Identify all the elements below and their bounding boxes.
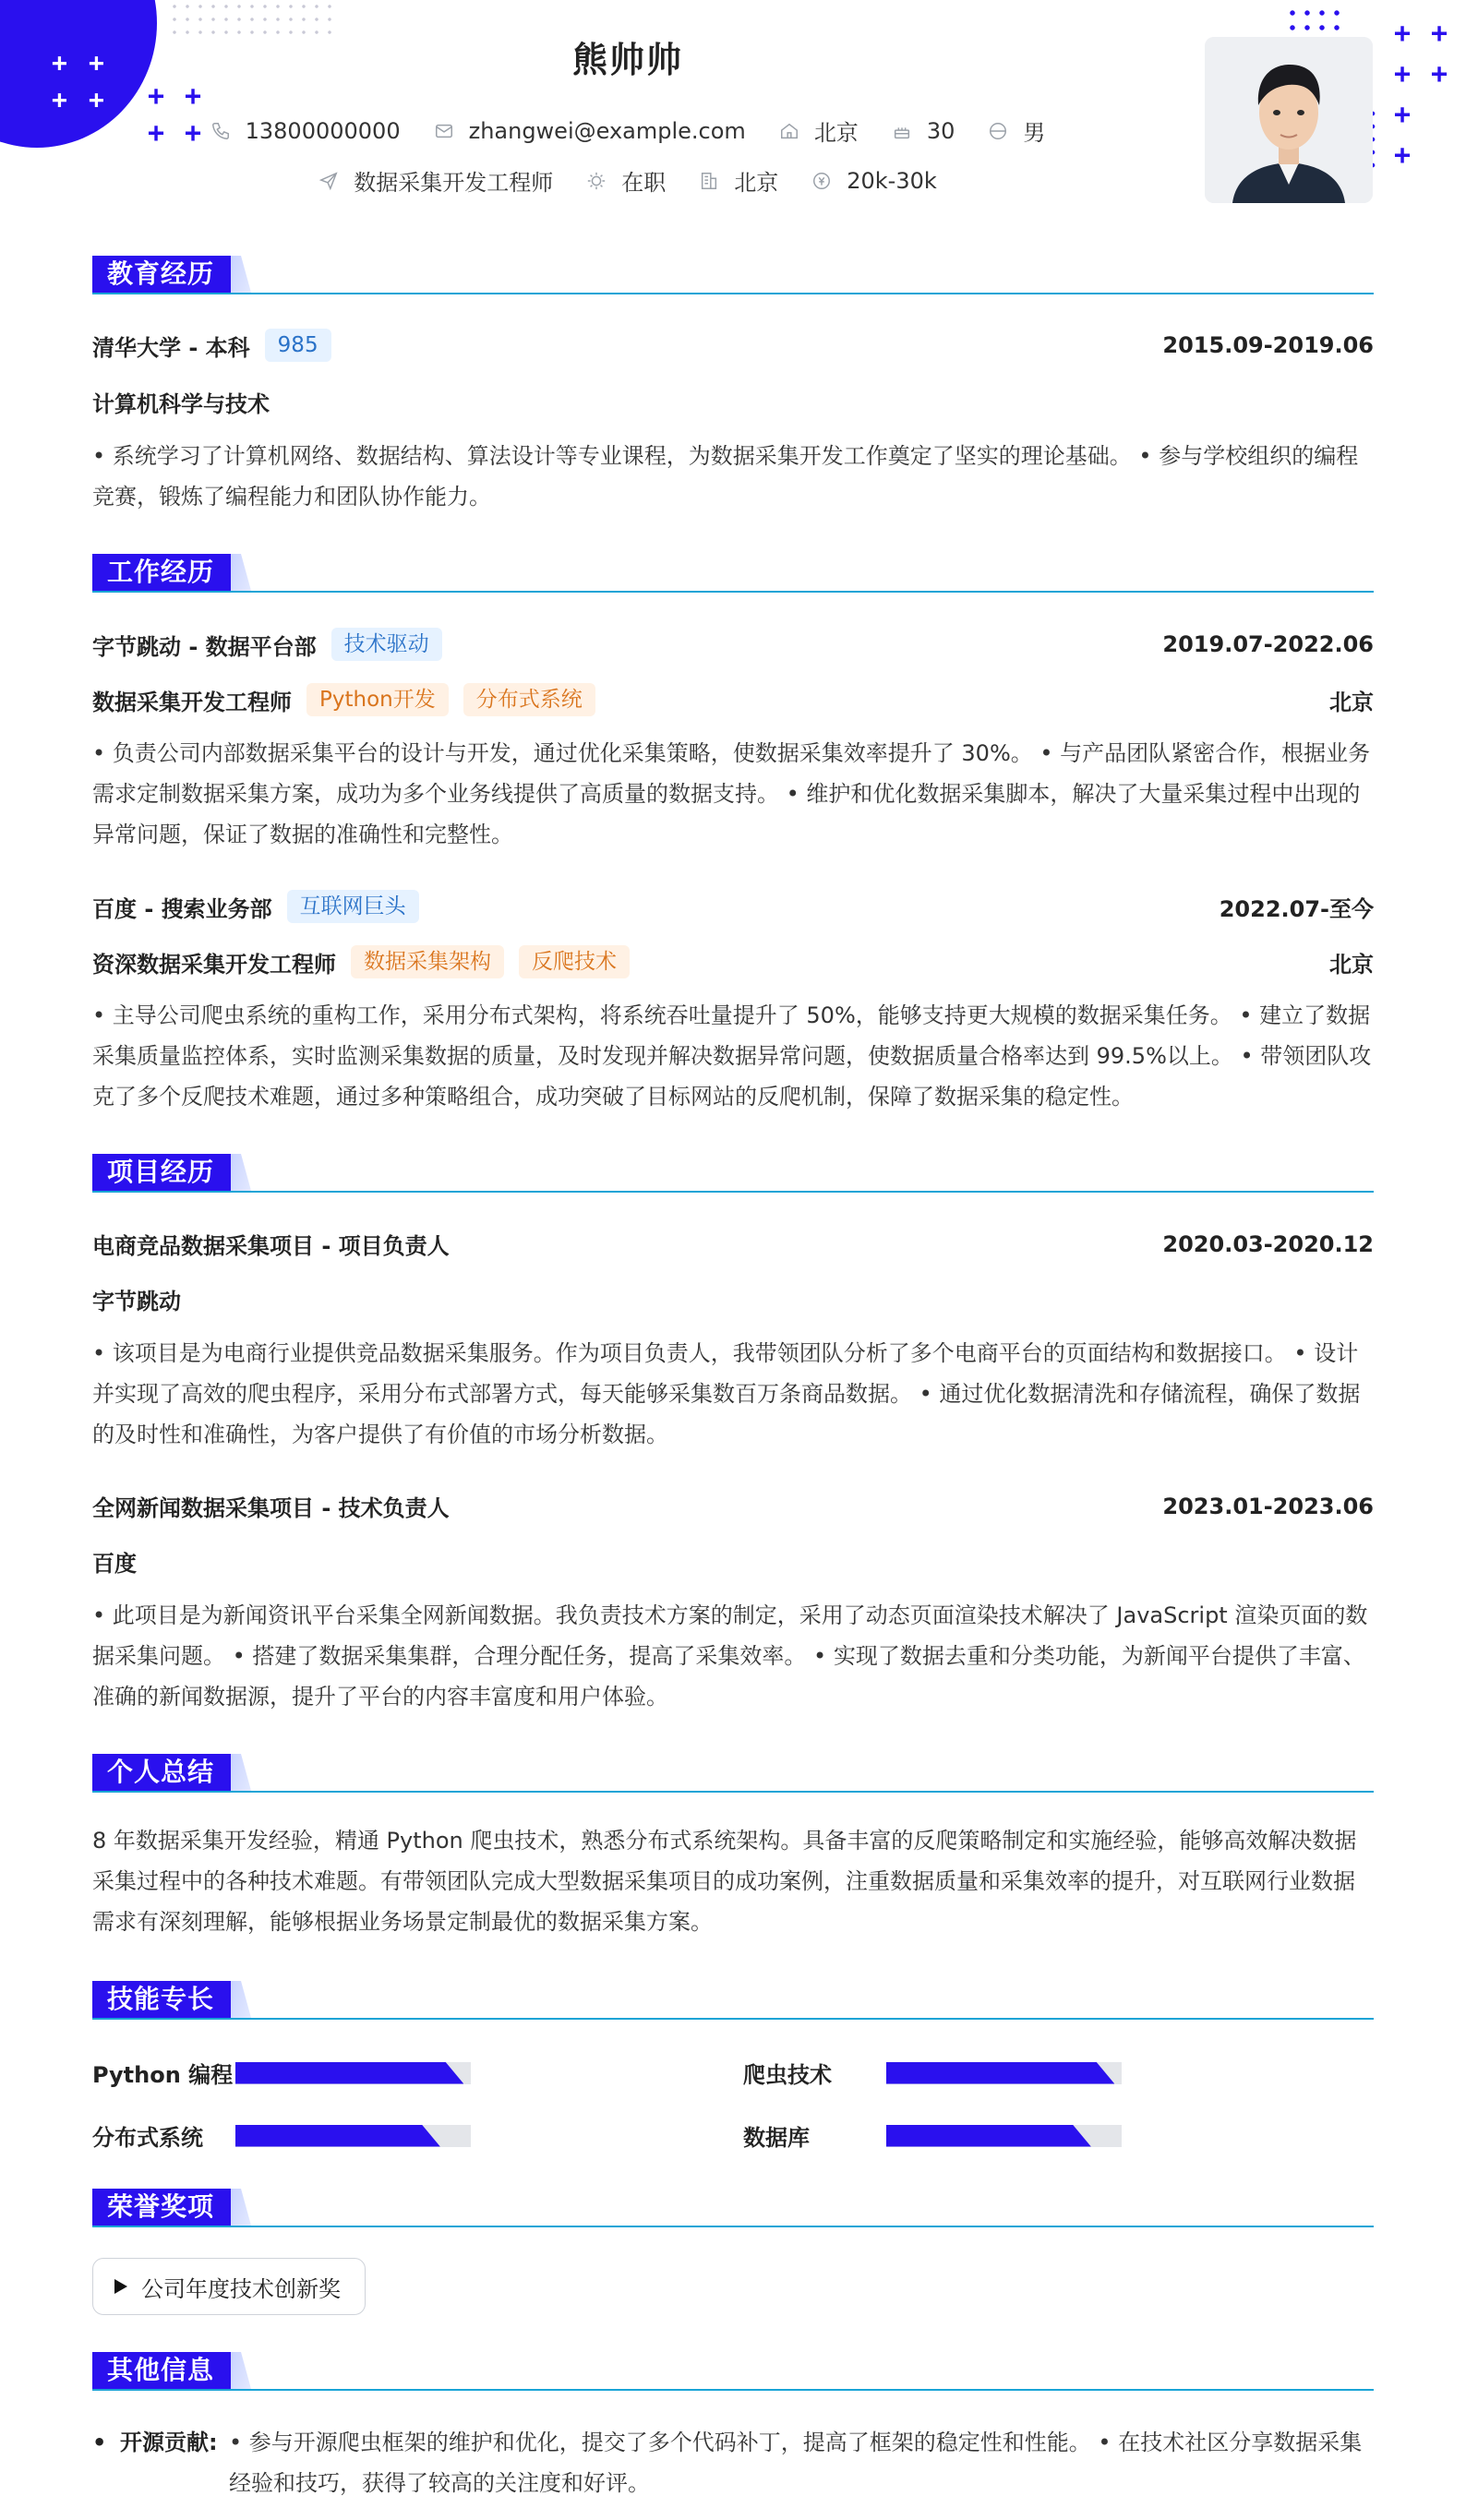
work-company-row bbox=[92, 628, 1374, 661]
skill-name: 分布式系统 bbox=[92, 2125, 203, 2151]
coin-icon bbox=[811, 171, 832, 191]
section-other-header bbox=[92, 2350, 1374, 2391]
phone-item bbox=[210, 118, 401, 144]
section-divider bbox=[92, 2226, 1374, 2227]
skill-tag: 数据采集架构 bbox=[351, 945, 504, 978]
sun-icon bbox=[586, 171, 607, 191]
section-title: 教育经历 bbox=[92, 256, 231, 293]
dot-grid-pattern bbox=[1285, 6, 1344, 37]
location-item bbox=[779, 114, 859, 147]
mail-icon bbox=[434, 121, 454, 141]
plus-icon: + bbox=[185, 80, 202, 113]
target-city-item bbox=[699, 164, 778, 197]
status-value: 在职 bbox=[621, 170, 667, 196]
section-title: 个人总结 bbox=[92, 1754, 231, 1791]
plus-icon: + bbox=[148, 117, 165, 150]
skill-item bbox=[92, 2119, 471, 2152]
project-period: 2023.01-2023.06 bbox=[1162, 1493, 1374, 1519]
plus-icon: + bbox=[1431, 18, 1448, 50]
skill-bar-fill bbox=[235, 2062, 463, 2084]
other-info-item bbox=[92, 2422, 1374, 2503]
section-title: 项目经历 bbox=[92, 1154, 231, 1191]
building-icon bbox=[699, 171, 719, 191]
work-position: 资深数据采集开发工程师 bbox=[92, 951, 336, 978]
work-period: 2022.07-至今 bbox=[1219, 895, 1374, 922]
project-org-row bbox=[92, 1545, 1374, 1578]
salary-item bbox=[811, 168, 937, 194]
avatar-portrait-icon bbox=[1205, 37, 1373, 203]
work-description: • 主导公司爬虫系统的重构工作，采用分布式架构，将系统吞吐量提升了 50%，能够支持更大规模的数据采集任务。 • 建立了数据采集质量监控体系，实时监测采集数据的质量，及时发现并解决数据异常问题，使数据质量合格率达到 99.5%以上。 • 带领团队攻克了多个反爬技术难题，通过多种策略组合，成功突破了目标网站的反爬机制，保障了数据采集的稳定性。 bbox=[92, 1002, 1372, 1110]
section-divider bbox=[92, 2018, 1374, 2020]
project-period: 2020.03-2020.12 bbox=[1162, 1230, 1374, 1257]
age-item bbox=[892, 118, 955, 144]
section-awards-header bbox=[92, 2187, 1374, 2227]
salary-value: 20k-30k bbox=[847, 167, 937, 194]
job-target-item bbox=[318, 164, 553, 197]
section-summary-header bbox=[92, 1752, 1374, 1793]
skill-item bbox=[743, 2119, 1122, 2152]
award-item[interactable] bbox=[92, 2258, 366, 2315]
work-description: • 负责公司内部数据采集平台的设计与开发，通过优化采集策略，使数据采集效率提升了 30%。 • 与产品团队紧密合作，根据业务需求定制数据采集方案，成功为多个业务线提供了高质量的数据支持。 • 维护和优化数据采集脚本，解决了大量采集过程中出现的异常问题，保证了数据的准确性和完整性。 bbox=[92, 740, 1371, 847]
resume-name: 熊帅帅 bbox=[571, 40, 683, 80]
work-company-tag: 技术驱动 bbox=[331, 628, 442, 661]
job-target-value: 数据采集开发工程师 bbox=[354, 170, 554, 196]
skill-bar bbox=[235, 2062, 471, 2084]
plus-icon: + bbox=[89, 84, 104, 114]
other-info-label: 开源贡献: bbox=[120, 2430, 218, 2455]
work-company-group bbox=[92, 890, 419, 923]
education-period: 2015.09-2019.06 bbox=[1162, 332, 1374, 358]
plus-icon: + bbox=[185, 117, 202, 150]
plus-icon: + bbox=[1394, 99, 1412, 131]
section-projects-header bbox=[92, 1152, 1374, 1193]
plus-icon: + bbox=[52, 84, 67, 114]
work-company-group bbox=[92, 628, 442, 661]
age-value: 30 bbox=[926, 117, 955, 144]
contact-row bbox=[0, 114, 1256, 150]
project-org-row bbox=[92, 1283, 1374, 1315]
project-org: 字节跳动 bbox=[92, 1289, 181, 1314]
plus-icon: + bbox=[89, 47, 104, 78]
email-item bbox=[434, 118, 746, 144]
project-row bbox=[92, 1490, 1374, 1522]
project-row bbox=[92, 1228, 1374, 1260]
skill-tag: 反爬技术 bbox=[519, 945, 630, 978]
send-icon bbox=[318, 171, 339, 191]
gender-value: 男 bbox=[1023, 120, 1046, 146]
skill-tag: 分布式系统 bbox=[463, 683, 595, 716]
email-value: zhangwei@example.com bbox=[468, 117, 746, 144]
award-name: 公司年度技术创新奖 bbox=[141, 2275, 341, 2302]
skill-bar bbox=[886, 2062, 1122, 2084]
user-icon bbox=[988, 121, 1008, 141]
skill-name: Python 编程 bbox=[92, 2062, 234, 2088]
section-work-header bbox=[92, 552, 1374, 593]
education-row bbox=[92, 329, 1374, 362]
education-tag: 985 bbox=[265, 329, 331, 362]
target-city-value: 北京 bbox=[734, 170, 779, 196]
plus-icon: + bbox=[1431, 58, 1448, 90]
project-description: • 该项目是为电商行业提供竞品数据采集服务。作为项目负责人，我带领团队分析了多个电商平台的页面结构和数据接口。 • 设计并实现了高效的爬虫程序，采用分布式部署方式，每天能够采集数百万条商品数据。 • 通过优化数据清洗和存储流程，确保了数据的及时性和准确性，为客户提供了有价值的市场分析数据。 bbox=[92, 1340, 1361, 1447]
work-position-group bbox=[92, 683, 595, 716]
project-org: 百度 bbox=[92, 1551, 137, 1577]
phone-icon bbox=[210, 121, 231, 141]
project-name: 全网新闻数据采集项目 - 技术负责人 bbox=[92, 1495, 450, 1521]
education-description: • 系统学习了计算机网络、数据结构、算法设计等专业课程，为数据采集开发工作奠定了坚实的理论基础。 • 参与学校组织的编程竞赛，锻炼了编程能力和团队协作能力。 bbox=[92, 443, 1359, 510]
work-city: 北京 bbox=[1329, 951, 1374, 978]
education-major-row bbox=[92, 386, 1374, 418]
plus-icon: + bbox=[1394, 139, 1412, 172]
home-icon bbox=[779, 121, 799, 141]
cake-icon bbox=[892, 121, 912, 141]
section-divider bbox=[92, 293, 1374, 294]
skill-item bbox=[92, 2057, 471, 2089]
skill-bar-fill bbox=[235, 2125, 440, 2147]
skill-bar bbox=[886, 2125, 1122, 2147]
list-bullet: • bbox=[92, 2430, 107, 2455]
skill-tag: Python开发 bbox=[306, 683, 449, 716]
skill-bar-fill bbox=[886, 2062, 1114, 2084]
section-divider bbox=[92, 591, 1374, 593]
plus-icon: + bbox=[148, 80, 165, 113]
skill-name: 数据库 bbox=[743, 2125, 810, 2151]
work-company-tag: 互联网巨头 bbox=[287, 890, 419, 923]
section-title: 其他信息 bbox=[92, 2352, 231, 2389]
work-period: 2019.07-2022.06 bbox=[1162, 631, 1374, 657]
project-name: 电商竞品数据采集项目 - 项目负责人 bbox=[92, 1233, 450, 1259]
project-description: • 此项目是为新闻资讯平台采集全网新闻数据。我负责技术方案的制定，采用了动态页面渲染技术解决了 JavaScript 渲染页面的数据采集问题。 • 搭建了数据采集集群，合理分配任务，提高了采集效率。 • 实现了数据去重和分类功能，为新闻平台提供了丰富、准确的新闻数据源，提升了平台的内容丰富度和用户体验。 bbox=[92, 1602, 1368, 1710]
section-divider bbox=[92, 2389, 1374, 2391]
work-city: 北京 bbox=[1329, 689, 1374, 715]
education-school: 清华大学 - 本科 bbox=[92, 334, 250, 361]
avatar bbox=[1205, 37, 1373, 203]
skill-item bbox=[743, 2057, 1122, 2089]
work-position-row bbox=[92, 945, 1374, 978]
plus-icon: + bbox=[1394, 18, 1412, 50]
work-company-row bbox=[92, 890, 1374, 923]
status-item bbox=[586, 164, 666, 197]
education-major: 计算机科学与技术 bbox=[92, 391, 270, 417]
skill-name: 爬虫技术 bbox=[743, 2062, 832, 2088]
work-position-row bbox=[92, 683, 1374, 716]
section-education-header bbox=[92, 254, 1374, 294]
section-title: 技能专长 bbox=[92, 1981, 231, 2018]
skill-bar bbox=[235, 2125, 471, 2147]
other-info-text: • 参与开源爬虫框架的维护和优化，提交了多个代码补丁，提高了框架的稳定性和性能。 • 在技术社区分享数据采集经验和技巧，获得了较高的关注度和好评。 bbox=[229, 2430, 1363, 2496]
work-company: 字节跳动 - 数据平台部 bbox=[92, 633, 317, 660]
plus-icon: + bbox=[52, 47, 67, 78]
section-title: 工作经历 bbox=[92, 554, 231, 591]
work-position-group bbox=[92, 945, 630, 978]
section-divider bbox=[92, 1791, 1374, 1793]
plus-icon: + bbox=[1394, 58, 1412, 90]
job-intent-row bbox=[0, 164, 1256, 197]
gender-item bbox=[988, 114, 1045, 147]
section-skills-header bbox=[92, 1979, 1374, 2020]
section-title: 荣誉奖项 bbox=[92, 2189, 231, 2226]
section-divider bbox=[92, 1191, 1374, 1193]
phone-value: 13800000000 bbox=[245, 117, 401, 144]
skill-bar-fill bbox=[886, 2125, 1091, 2147]
location-value: 北京 bbox=[813, 120, 859, 146]
education-school-group bbox=[92, 329, 331, 362]
play-triangle-icon bbox=[114, 2278, 128, 2295]
summary-text: 8 年数据采集开发经验，精通 Python 爬虫技术，熟悉分布式系统架构。具备丰富的反爬策略制定和实施经验，能够高效解决数据采集过程中的各种技术难题。有带领团队完成大型数据采集项目的成功案例，注重数据质量和采集效率的提升，对互联网行业数据需求有深刻理解，能够根据业务场景定制最优的数据采集方案。 bbox=[92, 1828, 1357, 1935]
work-position: 数据采集开发工程师 bbox=[92, 689, 292, 715]
work-company: 百度 - 搜索业务部 bbox=[92, 895, 272, 922]
